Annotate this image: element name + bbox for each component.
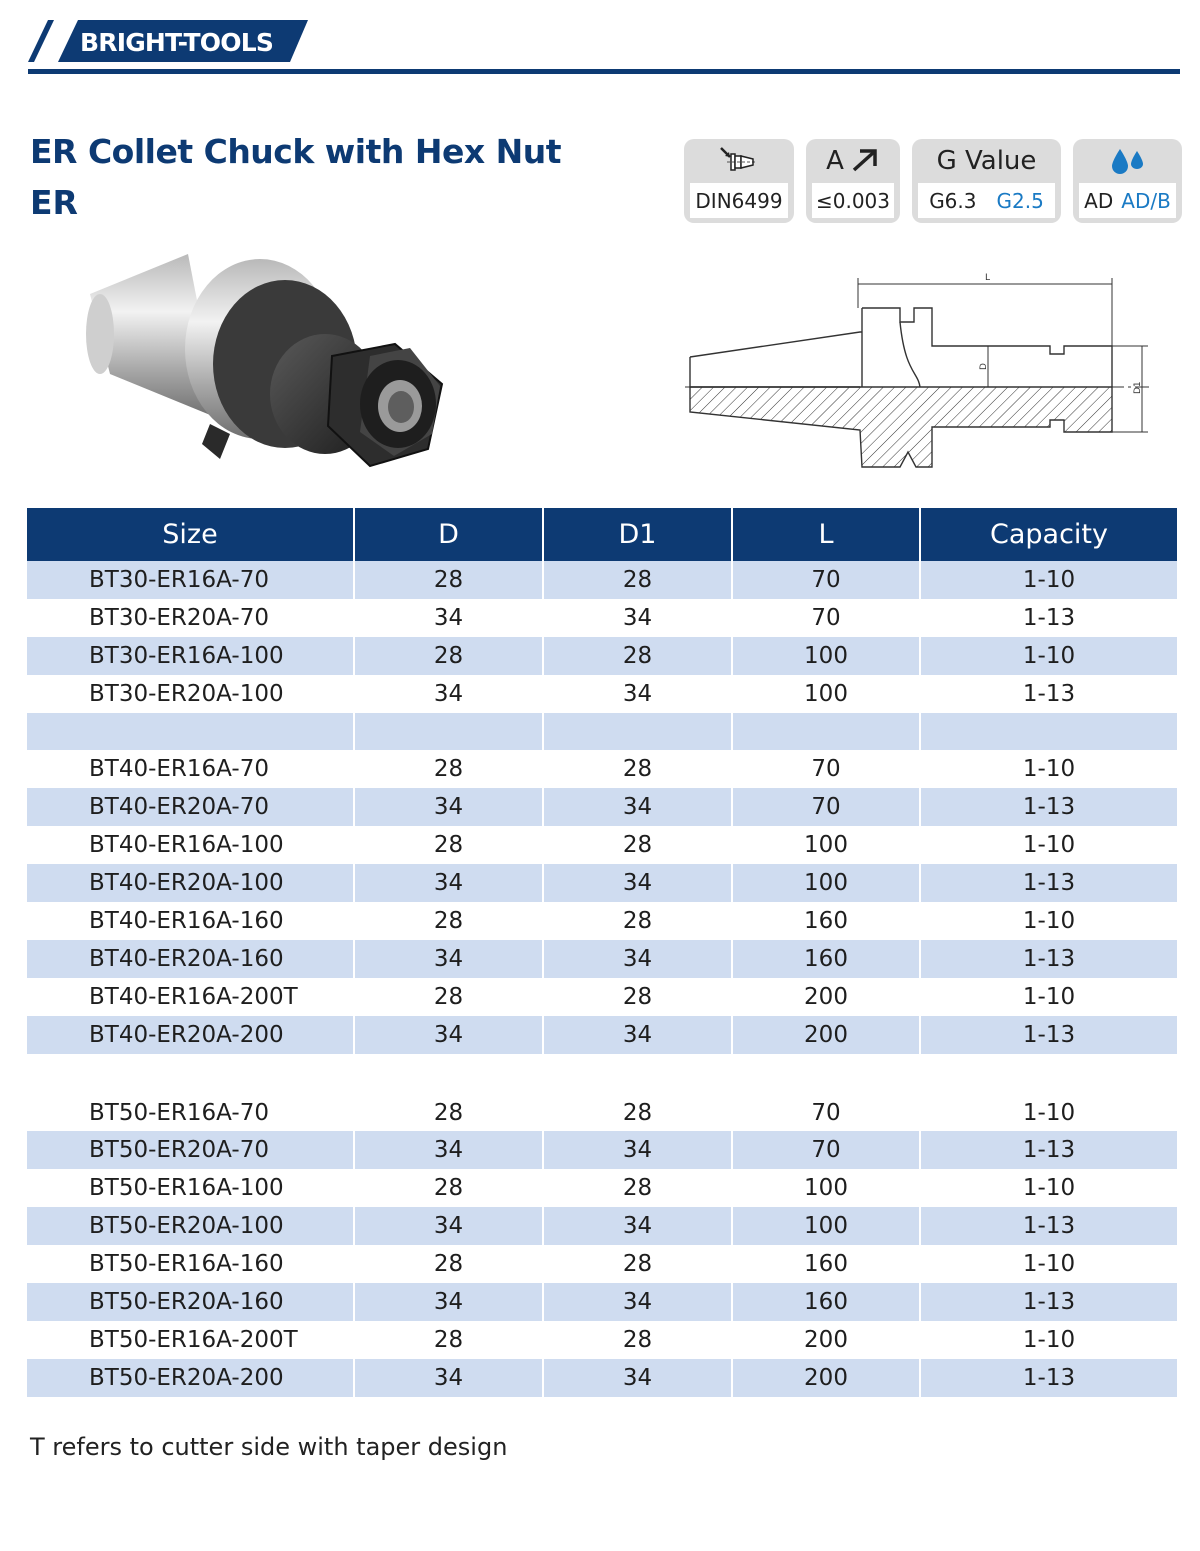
cell-d1: 34 <box>544 788 733 826</box>
cell-d1: 28 <box>544 1245 733 1283</box>
cell-l: 160 <box>733 1245 921 1283</box>
cell-size: BT40-ER16A-160 <box>27 902 355 940</box>
table-row <box>27 864 1177 902</box>
header-d: D <box>355 508 544 561</box>
cell-d: 34 <box>355 940 544 978</box>
header-capacity: Capacity <box>990 519 1108 550</box>
cell-l: 160 <box>733 1283 921 1321</box>
table-row <box>27 1169 1177 1207</box>
dim-label-l: L <box>985 273 991 283</box>
cell-capacity: 1-10 <box>1022 1251 1076 1278</box>
cell-capacity: 1-10 <box>1022 642 1076 669</box>
g-value-badge <box>912 139 1061 223</box>
coolant-optional: AD/B <box>1121 188 1171 213</box>
cell-l: 100 <box>733 826 921 864</box>
cell-d1: 34 <box>544 1207 733 1245</box>
header-l: L <box>733 508 921 561</box>
cell-size: BT50-ER16A-160 <box>27 1245 355 1283</box>
cell-d: 34 <box>355 864 544 902</box>
coolant-drops-icon <box>1108 145 1148 177</box>
cell-d: 28 <box>355 637 544 675</box>
cell-d: 28 <box>355 1094 544 1132</box>
cell-capacity: 1-10 <box>1022 1326 1076 1353</box>
standard-value: DIN6499 <box>690 183 788 218</box>
dim-label-d: D <box>979 363 989 370</box>
cell-capacity: 1-13 <box>1022 1137 1076 1164</box>
brand-logo <box>28 20 308 62</box>
table-header <box>27 508 1177 561</box>
cell-capacity: 1-13 <box>1022 680 1076 707</box>
table-body <box>27 561 1177 1397</box>
cell-d1: 28 <box>544 750 733 788</box>
cell-d1: 28 <box>544 826 733 864</box>
cell-d: 28 <box>355 978 544 1016</box>
cell-size: BT40-ER20A-200 <box>27 1016 355 1054</box>
spec-table <box>27 508 1177 1397</box>
cell-capacity: 1-10 <box>1022 907 1076 934</box>
cell-d: 34 <box>355 1359 544 1397</box>
cell-capacity: 1-10 <box>1022 983 1076 1010</box>
table-row <box>27 637 1177 675</box>
cell-capacity: 1-13 <box>1022 1364 1076 1391</box>
accuracy-label: A <box>826 146 844 176</box>
empty-cell <box>544 713 733 751</box>
coolant-badge <box>1073 139 1182 223</box>
dim-label-d1: D1 <box>1133 381 1143 394</box>
cell-size: BT40-ER20A-100 <box>27 864 355 902</box>
cell-capacity: 1-10 <box>1022 1175 1076 1202</box>
table-row <box>27 599 1177 637</box>
accuracy-badge <box>806 139 900 223</box>
cell-l: 100 <box>733 1169 921 1207</box>
cell-size: BT50-ER16A-70 <box>27 1094 355 1132</box>
cell-d: 34 <box>355 1016 544 1054</box>
cell-d1: 28 <box>544 1169 733 1207</box>
cell-d1: 28 <box>544 637 733 675</box>
cell-d1: 34 <box>544 1283 733 1321</box>
cell-d1: 28 <box>544 902 733 940</box>
cell-l: 70 <box>733 750 921 788</box>
technical-drawing <box>680 262 1180 477</box>
cell-capacity: 1-10 <box>1022 832 1076 859</box>
product-photo <box>70 244 460 484</box>
cell-l: 200 <box>733 1016 921 1054</box>
cell-size: BT40-ER16A-200T <box>27 978 355 1016</box>
cell-l: 200 <box>733 1321 921 1359</box>
empty-cell <box>733 713 921 751</box>
table-row <box>27 1245 1177 1283</box>
cell-capacity: 1-13 <box>1022 870 1076 897</box>
table-row <box>27 902 1177 940</box>
arrow-up-right-icon <box>850 148 880 174</box>
table-row <box>27 1359 1177 1397</box>
table-row <box>27 788 1177 826</box>
cell-d: 34 <box>355 675 544 713</box>
cell-d: 34 <box>355 1207 544 1245</box>
cell-capacity: 1-10 <box>1022 756 1076 783</box>
cell-l: 70 <box>733 599 921 637</box>
table-row <box>27 1321 1177 1359</box>
cell-l: 100 <box>733 637 921 675</box>
cell-l: 70 <box>733 788 921 826</box>
standard-badge <box>684 139 794 223</box>
cell-l: 100 <box>733 864 921 902</box>
header-rule <box>28 69 1180 74</box>
empty-cell <box>27 713 355 751</box>
cell-size: BT40-ER20A-160 <box>27 940 355 978</box>
table-row <box>27 1131 1177 1169</box>
cell-d1: 34 <box>544 675 733 713</box>
cell-d: 28 <box>355 561 544 599</box>
cell-l: 200 <box>733 978 921 1016</box>
g-value-standard: G6.3 <box>929 188 977 213</box>
table-row <box>27 940 1177 978</box>
cell-d1: 34 <box>544 1131 733 1169</box>
cell-size: BT30-ER16A-70 <box>27 561 355 599</box>
cell-l: 100 <box>733 1207 921 1245</box>
cell-size: BT50-ER20A-160 <box>27 1283 355 1321</box>
cell-capacity: 1-10 <box>1022 1099 1076 1126</box>
cell-d1: 28 <box>544 561 733 599</box>
table-row <box>27 1283 1177 1321</box>
cell-l: 70 <box>733 1131 921 1169</box>
accuracy-value: ≤0.003 <box>812 183 894 218</box>
table-separator-row <box>27 713 1177 751</box>
cell-d: 28 <box>355 750 544 788</box>
cell-d1: 34 <box>544 1359 733 1397</box>
table-row <box>27 826 1177 864</box>
tool-holder-icon <box>717 144 761 178</box>
cell-l: 70 <box>733 1094 921 1132</box>
cell-size: BT40-ER20A-70 <box>27 788 355 826</box>
cell-capacity: 1-13 <box>1022 1213 1076 1240</box>
page-title: ER Collet Chuck with Hex Nut <box>30 132 562 171</box>
g-value-label: G Value <box>936 146 1037 176</box>
g-value-optional: G2.5 <box>996 188 1044 213</box>
cell-d: 34 <box>355 788 544 826</box>
cell-d: 34 <box>355 1131 544 1169</box>
cell-size: BT40-ER16A-70 <box>27 750 355 788</box>
cell-capacity: 1-13 <box>1022 1021 1076 1048</box>
cell-size: BT50-ER20A-200 <box>27 1359 355 1397</box>
page-subtitle: ER <box>30 183 78 222</box>
table-row <box>27 675 1177 713</box>
cell-size: BT30-ER20A-100 <box>27 675 355 713</box>
cell-l: 160 <box>733 940 921 978</box>
cell-size: BT30-ER16A-100 <box>27 637 355 675</box>
cell-d1: 28 <box>544 1321 733 1359</box>
cell-d1: 34 <box>544 1016 733 1054</box>
brand-name: BRIGHT-TOOLS <box>80 28 274 57</box>
cell-d: 28 <box>355 1169 544 1207</box>
cell-d1: 28 <box>544 1094 733 1132</box>
table-group-gap <box>27 1054 1177 1094</box>
cell-d1: 34 <box>544 864 733 902</box>
cell-l: 160 <box>733 902 921 940</box>
coolant-standard: AD <box>1084 188 1114 213</box>
table-row <box>27 1207 1177 1245</box>
table-row <box>27 1016 1177 1054</box>
cell-d: 28 <box>355 826 544 864</box>
cell-size: BT50-ER16A-200T <box>27 1321 355 1359</box>
header-d1: D1 <box>544 508 733 561</box>
cell-capacity: 1-13 <box>1022 794 1076 821</box>
cell-l: 100 <box>733 675 921 713</box>
cell-d1: 34 <box>544 599 733 637</box>
cell-d1: 28 <box>544 978 733 1016</box>
cell-d: 28 <box>355 902 544 940</box>
table-row <box>27 978 1177 1016</box>
cell-l: 200 <box>733 1359 921 1397</box>
cell-size: BT50-ER20A-70 <box>27 1131 355 1169</box>
cell-capacity: 1-13 <box>1022 1288 1076 1315</box>
cell-size: BT50-ER20A-100 <box>27 1207 355 1245</box>
cell-size: BT50-ER16A-100 <box>27 1169 355 1207</box>
cell-d: 34 <box>355 1283 544 1321</box>
empty-cell <box>921 713 1177 751</box>
cell-capacity: 1-13 <box>1022 604 1076 631</box>
empty-cell <box>355 713 544 751</box>
cell-size: BT30-ER20A-70 <box>27 599 355 637</box>
table-row <box>27 1094 1177 1132</box>
cell-capacity: 1-10 <box>1022 566 1076 593</box>
table-row <box>27 750 1177 788</box>
cell-d: 34 <box>355 599 544 637</box>
cell-d: 28 <box>355 1245 544 1283</box>
header-size: Size <box>27 508 355 561</box>
cell-l: 70 <box>733 561 921 599</box>
cell-capacity: 1-13 <box>1022 945 1076 972</box>
cell-d1: 34 <box>544 940 733 978</box>
footnote: T refers to cutter side with taper design <box>30 1433 508 1461</box>
table-row <box>27 561 1177 599</box>
cell-size: BT40-ER16A-100 <box>27 826 355 864</box>
cell-d: 28 <box>355 1321 544 1359</box>
